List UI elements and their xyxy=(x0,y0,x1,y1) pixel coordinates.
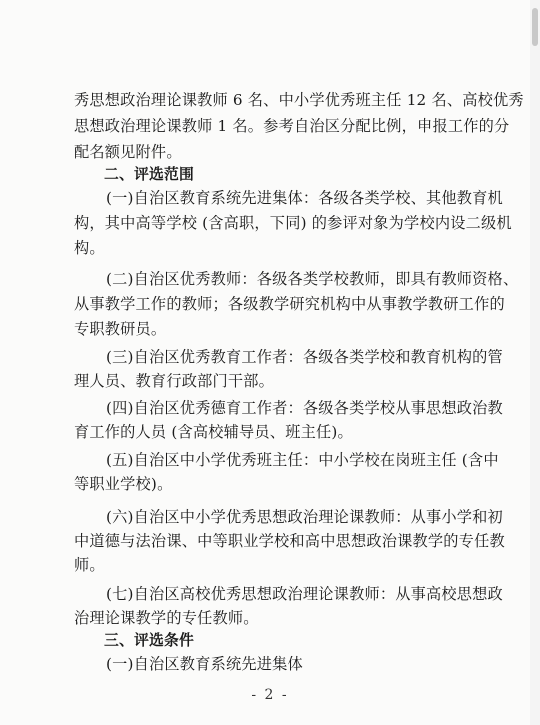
text-line: 思想政治理论课教师 1 名。参考自治区分配比例，申报工作的分 xyxy=(74,117,510,135)
text-line: 构。 xyxy=(74,239,105,257)
paragraph-first-line: (一)自治区教育系统先进集体 xyxy=(106,655,303,673)
text-line: 治理论课教学的专任教师。 xyxy=(74,609,259,627)
text-line: 育工作的人员 (含高校辅导员、班主任)。 xyxy=(74,423,353,441)
paragraph-first-line: (三)自治区优秀教育工作者：各级各类学校和教育机构的管 xyxy=(106,348,503,366)
paragraph-first-line: (二)自治区优秀教师：各级各类学校教师，即具有教师资格、 xyxy=(106,270,519,288)
paragraph-first-line: (一)自治区教育系统先进集体：各级各类学校、其他教育机 xyxy=(106,189,503,207)
paragraph-first-line: (七)自治区高校优秀思想政治理论课教师：从事高校思想政 xyxy=(106,585,503,603)
text-line: 等职业学校)。 xyxy=(74,475,173,493)
text-line: 理人员、教育行政部门干部。 xyxy=(74,372,275,390)
section-heading: 二、评选范围 xyxy=(104,166,194,183)
scrollbar-thumb[interactable] xyxy=(532,8,538,46)
paragraph-first-line: (四)自治区优秀德育工作者：各级各类学校从事思想政治教 xyxy=(106,399,503,417)
paragraph-first-line: (五)自治区中小学优秀班主任：中小学校在岗班主任 (含中 xyxy=(106,451,499,469)
text-line: 构，其中高等学校 (含高职，下同) 的参评对象为学校内设二级机 xyxy=(74,214,512,232)
vertical-scrollbar[interactable] xyxy=(530,0,540,725)
text-line: 专职教研员。 xyxy=(74,320,167,338)
page-number: - 2 - xyxy=(251,687,289,703)
text-line: 配名额见附件。 xyxy=(74,143,182,161)
text-line: 中道德与法治课、中等职业学校和高中思想政治课教学的专任教 xyxy=(74,532,505,550)
text-line: 秀思想政治理论课教师 6 名、中小学优秀班主任 12 名、高校优秀 xyxy=(74,91,524,109)
section-heading: 三、评选条件 xyxy=(104,632,194,649)
text-line: 师。 xyxy=(74,556,105,574)
text-line: 从事教学工作的教师；各级教学研究机构中从事教学教研工作的 xyxy=(74,295,505,313)
paragraph-first-line: (六)自治区中小学优秀思想政治理论课教师：从事小学和初 xyxy=(106,508,503,526)
